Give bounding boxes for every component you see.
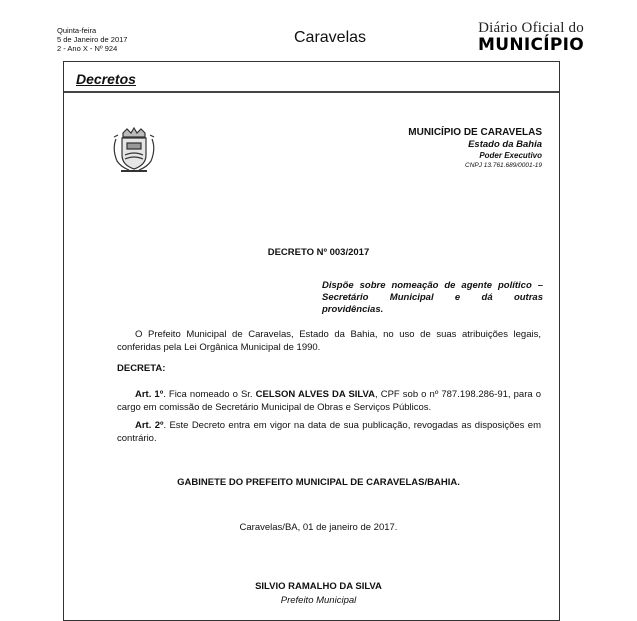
issuer-state: Estado da Bahia (468, 139, 542, 150)
weekday: Quinta-feira (57, 26, 97, 35)
article-2-label: Art. 2º (135, 420, 164, 431)
decreta-heading: DECRETA: (117, 363, 166, 374)
article-1 (117, 388, 541, 414)
office-line: GABINETE DO PREFEITO MUNICIPAL DE CARAVELAS/BAHIA. (177, 477, 460, 488)
edition-number: 2 - Ano X - Nº 924 (57, 44, 118, 53)
page-header (0, 0, 637, 62)
article-2-text: . Este Decreto entra em vigor na data de sua publicação, revogadas as disposições em contrário. (117, 420, 541, 444)
preamble-paragraph (117, 328, 541, 354)
section-header (64, 62, 559, 93)
brand-logo (478, 20, 584, 54)
issuer-power: Poder Executivo (479, 151, 542, 160)
edition-info (57, 26, 127, 53)
signer-name: SILVIO RAMALHO DA SILVA (255, 581, 382, 592)
summary-line-1: Dispõe sobre nomeação de agente político – (322, 280, 543, 291)
decree-title: DECRETO Nº 003/2017 (267, 247, 370, 258)
publication-date: 5 de Janeiro de 2017 (57, 35, 128, 44)
section-title: Decretos (76, 71, 136, 87)
municipal-coat-of-arms-icon (109, 125, 159, 175)
signer-role: Prefeito Municipal (280, 595, 357, 606)
article-1-label: Art. 1º (135, 389, 164, 400)
article-2 (117, 419, 541, 445)
issuer-block (408, 126, 542, 170)
article-1-text-post: , CPF sob o nº 787.198.286-91, para o cargo em comissão de Secretário Municipal de Obras e Serviços Públicos. (117, 389, 542, 413)
city-name: Caravelas (294, 29, 367, 46)
place-date: Caravelas/BA, 01 de janeiro de 2017. (239, 522, 398, 533)
article-1-text-pre: . Fica nomeado o Sr. (163, 389, 256, 400)
summary-line-2: Secretário Municipal e dá outras (322, 292, 543, 303)
summary-line-3: providências. (322, 304, 384, 315)
brand-bottom-text: MUNICÍPIO (478, 35, 585, 55)
decree-summary (322, 280, 543, 316)
issuer-cnpj: CNPJ 13.761.689/0001-19 (465, 162, 542, 169)
brand-top-text: Diário Oficial do (478, 20, 584, 36)
appointee-name: CELSON ALVES DA SILVA (255, 389, 376, 400)
preamble-text: O Prefeito Municipal de Caravelas, Estado da Bahia, no uso de suas atribuições legais, conferidas pela Lei Orgânica Municipal de 1990. (117, 329, 541, 353)
issuer-name: MUNICÍPIO DE CARAVELAS (408, 127, 542, 138)
